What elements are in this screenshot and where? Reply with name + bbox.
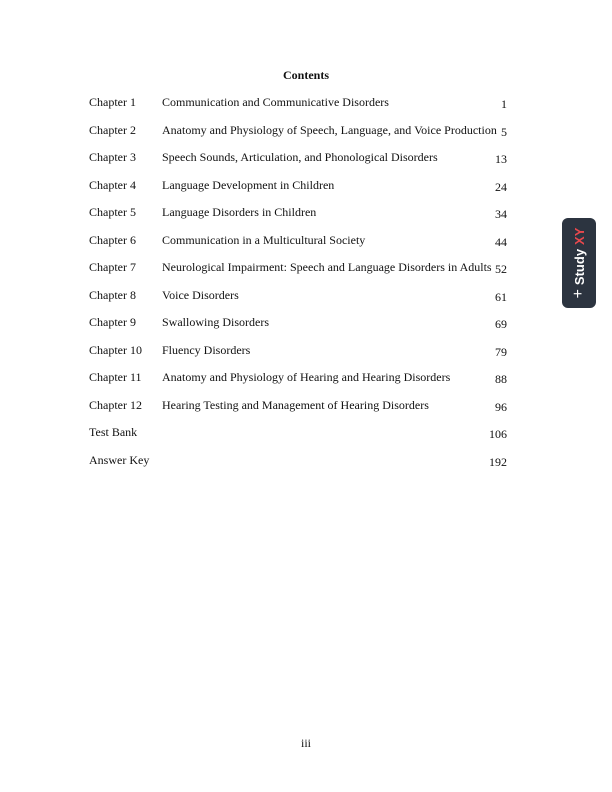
toc-row[interactable] <box>89 95 529 123</box>
contents-heading: Contents <box>282 68 329 82</box>
toc-title: Fluency Disorders <box>162 342 251 357</box>
watermark-logo <box>570 228 588 299</box>
toc-title: Language Development in Children <box>162 177 335 192</box>
toc-title: Communication in a Multicultural Society <box>162 232 366 247</box>
toc-label: Test Bank <box>89 425 138 439</box>
studyxy-watermark-badge <box>562 218 596 308</box>
toc-row[interactable] <box>89 453 529 481</box>
toc-label: Chapter 10 <box>89 342 142 357</box>
toc-title: Hearing Testing and Management of Hearing Disorders <box>162 397 429 412</box>
toc-page: 13 <box>495 152 507 166</box>
toc-page: 44 <box>495 234 507 249</box>
toc-page: 34 <box>495 207 507 221</box>
toc-title: Speech Sounds, Articulation, and Phonological Disorders <box>162 150 438 164</box>
plus-icon: + <box>570 289 587 299</box>
toc-page: 96 <box>495 399 507 414</box>
toc-label: Chapter 11 <box>89 370 142 384</box>
toc-page: 79 <box>495 344 507 359</box>
toc-title: Language Disorders in Children <box>162 205 317 219</box>
watermark-text-main: Study <box>571 248 587 286</box>
toc-label: Chapter 6 <box>89 232 136 247</box>
toc-label: Chapter 7 <box>89 260 136 274</box>
toc-page: 88 <box>495 372 507 386</box>
table-of-contents <box>89 95 529 480</box>
toc-row[interactable] <box>89 398 529 426</box>
toc-row[interactable] <box>89 260 529 288</box>
toc-row[interactable] <box>89 425 529 453</box>
toc-label: Chapter 8 <box>89 287 136 302</box>
toc-page: 106 <box>489 427 507 441</box>
toc-page: 5 <box>501 124 507 139</box>
toc-row[interactable] <box>89 370 529 398</box>
toc-label: Answer Key <box>89 452 150 467</box>
toc-row[interactable] <box>89 205 529 233</box>
toc-title: Neurological Impairment: Speech and Language Disorders in Adults <box>162 260 492 274</box>
toc-page: 24 <box>495 179 507 194</box>
page-number: iii <box>300 736 311 750</box>
toc-page: 61 <box>495 289 507 304</box>
toc-label: Chapter 12 <box>89 397 142 412</box>
toc-row[interactable] <box>89 150 529 178</box>
toc-row[interactable] <box>89 123 529 151</box>
toc-label: Chapter 5 <box>89 205 136 219</box>
toc-page: 69 <box>495 317 507 331</box>
toc-title: Voice Disorders <box>162 287 239 302</box>
toc-page: 1 <box>501 97 507 111</box>
toc-title: Communication and Communicative Disorders <box>162 95 389 109</box>
toc-row[interactable] <box>89 315 529 343</box>
toc-row[interactable] <box>89 233 529 261</box>
toc-row[interactable] <box>89 178 529 206</box>
toc-row[interactable] <box>89 343 529 371</box>
toc-page: 192 <box>489 454 507 469</box>
toc-label: Chapter 1 <box>89 95 136 109</box>
toc-label: Chapter 2 <box>89 122 136 137</box>
toc-label: Chapter 9 <box>89 315 136 329</box>
toc-row[interactable] <box>89 288 529 316</box>
toc-label: Chapter 3 <box>89 150 136 164</box>
toc-page: 52 <box>495 262 507 276</box>
watermark-text-accent: XY <box>571 227 587 245</box>
toc-title: Anatomy and Physiology of Hearing and Hearing Disorders <box>162 370 451 384</box>
toc-title: Anatomy and Physiology of Speech, Language, and Voice Production <box>162 122 497 137</box>
toc-label: Chapter 4 <box>89 177 136 192</box>
toc-title: Swallowing Disorders <box>162 315 269 329</box>
